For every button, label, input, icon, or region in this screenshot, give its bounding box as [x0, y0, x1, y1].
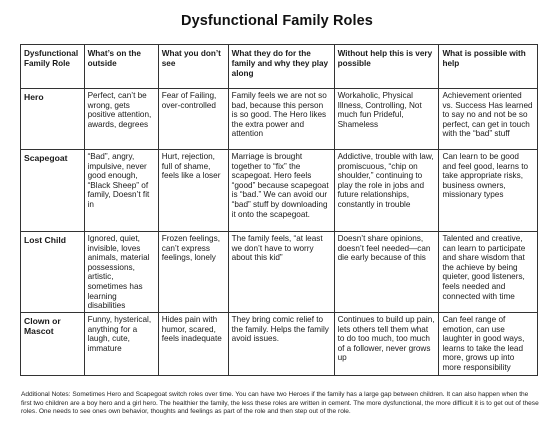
- cell-role: Lost Child: [21, 232, 85, 313]
- table-header-row: [21, 45, 538, 89]
- cell-outside: Perfect, can’t be wrong, gets positive attention, awards, degrees: [84, 89, 158, 150]
- cell-outside: Funny, hysterical, anything for a laugh, cute, immature: [84, 313, 158, 376]
- cell-for-family: Family feels we are not so bad, because this person is so good. The Hero likes the extra power and attention: [228, 89, 334, 150]
- cell-see: Hides pain with humor, scared, feels inadequate: [158, 313, 228, 376]
- cell-for-family: The family feels, “at least we don’t have to worry about this kid”: [228, 232, 334, 313]
- cell-outside: “Bad”, angry, impulsive, never good enough, “Black Sheep” of family, Doesn’t fit in: [84, 150, 158, 232]
- roles-table: [20, 44, 538, 376]
- header-help: What is possible with help: [439, 45, 538, 89]
- cell-help: Can learn to be good and feel good, learns to take appropriate risks, business owners, missionary types: [439, 150, 538, 232]
- header-see: What you don’t see: [158, 45, 228, 89]
- cell-help: Can feel range of emotion, can use laughter in good ways, learns to take the lead more, grows up into more responsibility: [439, 313, 538, 376]
- header-outside: What’s on the outside: [84, 45, 158, 89]
- cell-help: Achievement oriented vs. Success Has learned to say no and not be so perfect, can get in touch with the “bad” stuff: [439, 89, 538, 150]
- header-possible: Without help this is very possible: [334, 45, 439, 89]
- cell-possible: Continues to build up pain, lets others tell them what to do too much, too much of a follower, never grows up: [334, 313, 439, 376]
- cell-for-family: Marriage is brought together to “fix” the scapegoat. Hero feels “good” because scapegoat is “bad.” We can avoid our “bad” stuff by downloading it onto the scapegoat.: [228, 150, 334, 232]
- cell-possible: Addictive, trouble with law, promiscuous, “chip on shoulder,” continuing to play the role in jobs and future relationships, constantly in trouble: [334, 150, 439, 232]
- cell-possible: Doesn’t share opinions, doesn’t feel needed—can die early because of this: [334, 232, 439, 313]
- header-role: Dysfunctional Family Role: [21, 45, 85, 89]
- header-for-family: What they do for the family and why they play along: [228, 45, 334, 89]
- table-row-clown: [21, 313, 538, 376]
- table-row-scapegoat: [21, 150, 538, 232]
- cell-role: Hero: [21, 89, 85, 150]
- table-row-hero: [21, 89, 538, 150]
- cell-help: Talented and creative, can learn to participate and share wisdom that the achieve by being quieter, good listeners, feels needed and connected with time: [439, 232, 538, 313]
- cell-see: Fear of Failing, over-controlled: [158, 89, 228, 150]
- additional-notes: Additional Notes: Sometimes Hero and Scapegoat switch roles over time. You can have two Heroes if the family has a large gap between children. It can also happen when the first two children are a boy hero and a girl hero. The healthier the family, the less these roles are written in cement. The more dysfunctional, the more difficult it is to get out of these roles. One needs to see ones own behavior, thoughts and feelings as part of the role and then step out of the role.: [21, 391, 539, 416]
- cell-role: Clown or Mascot: [21, 313, 85, 376]
- page-title: Dysfunctional Family Roles: [181, 13, 373, 29]
- cell-for-family: They bring comic relief to the family. Helps the family avoid issues.: [228, 313, 334, 376]
- cell-role: Scapegoat: [21, 150, 85, 232]
- cell-see: Hurt, rejection, full of shame, feels like a loser: [158, 150, 228, 232]
- table-row-lost-child: [21, 232, 538, 313]
- cell-possible: Workaholic, Physical Illness, Controlling, Not much fun Prideful, Shameless: [334, 89, 439, 150]
- cell-see: Frozen feelings, can’t express feelings, lonely: [158, 232, 228, 313]
- cell-outside: Ignored, quiet, invisible, loves animals, material possessions, artistic, sometimes has learning disabilities: [84, 232, 158, 313]
